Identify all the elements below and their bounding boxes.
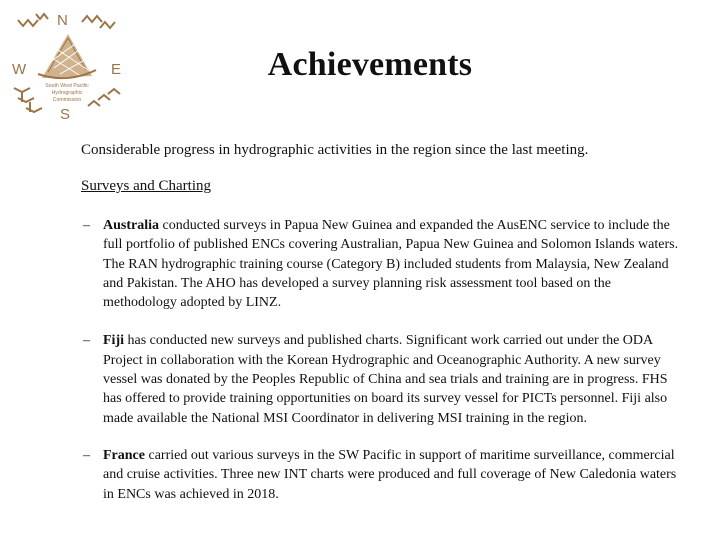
hydrographic-commission-logo [4,8,130,122]
list-item-fiji [81,331,681,427]
logo-letter-s: S [60,106,71,122]
bullet-marker: – [83,447,90,463]
logo-graphic [4,8,130,122]
logo-letter-e: E [111,61,122,78]
page-title: Achievements [267,46,473,83]
achievements-list [81,216,681,504]
logo-letter-w: W [12,61,27,78]
list-item-australia [81,216,681,312]
bullet-marker: – [83,333,90,349]
bullet-text: carried out various surveys in the SW Pacific in support of maritime surveillance, commercial and cruise activities. Three new INT charts were produced and full coverage of New Caledonia waters in ENCs was achieved in 2018. [103,447,677,502]
list-item-france [81,446,681,504]
logo-sail-icon [38,34,96,78]
logo-bottom-left-pattern-icon [14,88,42,112]
logo-top-right-chevrons-icon [82,16,115,28]
logo-bottom-right-pattern-icon [88,89,120,106]
intro-text: Considerable progress in hydrographic activities in the region since the last meeting. [81,142,589,158]
logo-caption-line-2: Hydrographic [51,90,83,96]
country-name: France [103,447,145,463]
country-name: Fiji [103,333,124,349]
bullet-marker: – [83,218,90,233]
logo-caption-line-3: Commission [52,97,82,103]
logo-letter-n: N [57,12,68,29]
logo-top-left-chevrons-icon [18,14,48,26]
country-name: Australia [103,218,159,233]
logo-caption-line-1: South West Pacific [45,83,89,89]
bullet-text: conducted surveys in Papua New Guinea and expanded the AusENC service to include the full portfolio of published ENCs covering Australian, Papua New Guinea and Solomon Islands waters. The RAN hydrographic training course (Category B) included students from Malaysia, New Zealand and Pakistan. The AHO has developed a survey planning risk assessment tool based on the methodology adopted by LINZ. [103,218,679,311]
section-heading-surveys: Surveys and Charting [81,178,211,194]
bullet-text: has conducted new surveys and published charts. Significant work carried out under the ODA Project in collaboration with the Korean Hydrographic and Oceanographic Authority. A new survey vessel was donated by the Peoples Republic of China and sea trials and training are in progress. FHS has offered to provide training opportunities on board its survey vessel for PICTs personnel. Fiji also made available the National MSI Coordinator in delivering MSI training in the region. [103,333,668,426]
